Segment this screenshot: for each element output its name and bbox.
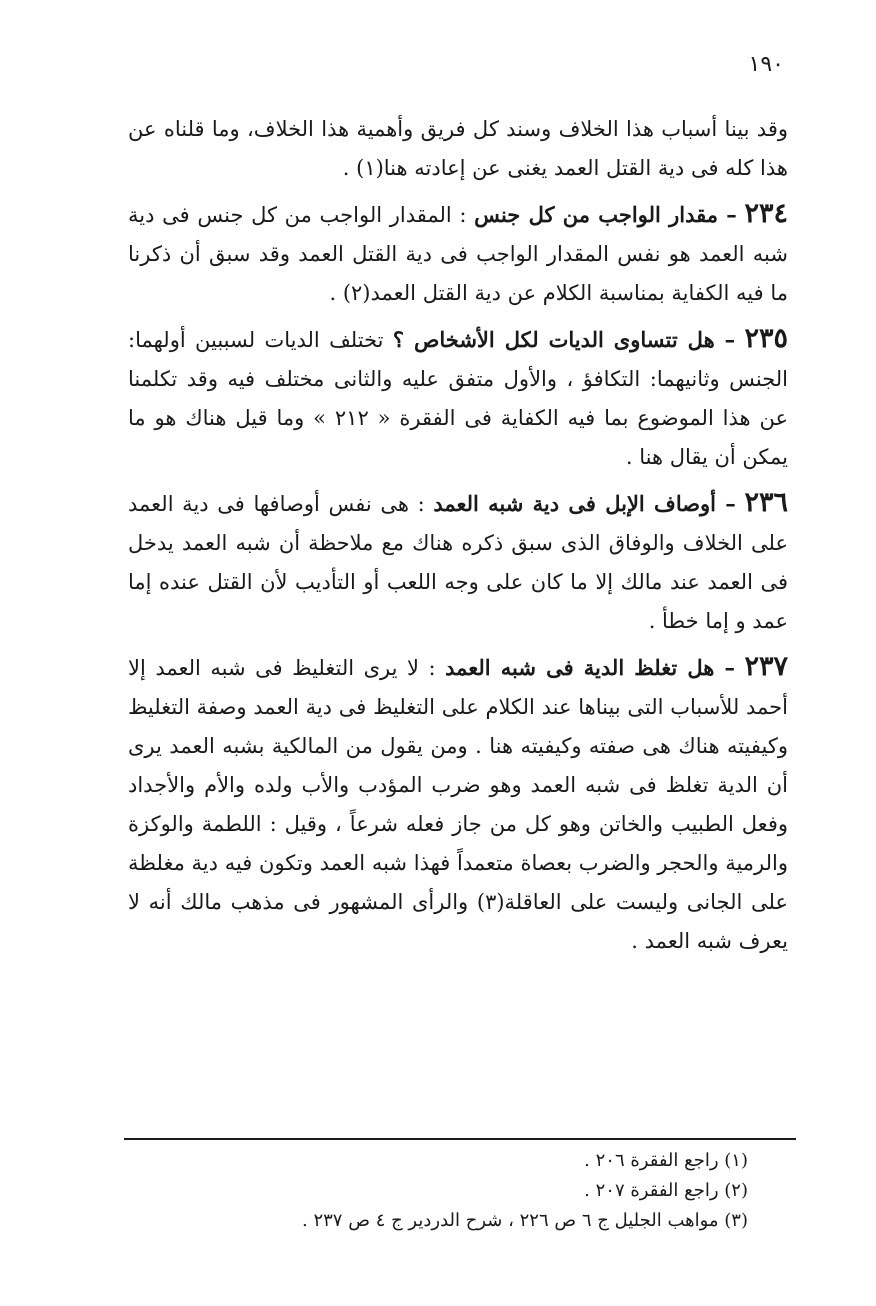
paragraph-text: : هى نفس أوصافها فى دية العمد على الخلاف والوفاق الذى سبق ذكره هناك مع ملاحظة أن شبه العمد يدخل فى العمد عند مالك إلا ما كان على وجه اللعب أو التأديب لأن القتل عنده إما عمد و إما خطأ . (128, 492, 788, 633)
footnote-2: (٢) راجع الفقرة ٢٠٧ . (584, 1180, 748, 1201)
footnotes (128, 1146, 748, 1236)
section-number: ٢٣٥ (744, 323, 788, 354)
paragraph-236 (128, 483, 788, 641)
paragraph-237 (128, 647, 788, 961)
section-number: ٢٣٤ (744, 198, 788, 229)
paragraph-234 (128, 194, 788, 313)
paragraph-text: وقد بينا أسباب هذا الخلاف وسند كل فريق وأهمية هذا الخلاف، وما قلناه عن هذا كله فى دية القتل العمد يغنى عن إعادته هنا(١) . (128, 117, 788, 180)
section-title: – أوصاف الإبل فى دية شبه العمد (433, 491, 736, 516)
paragraph-text: تختلف الديات لسببين أولهما: الجنس وثانيهما: التكافؤ ، والأول متفق عليه والثانى مختلف فيه وقد تكلمنا عن هذا الموضوع بما فيه الكفاية فى الفقرة « ٢١٢ » وما قيل هناك هو ما يمكن أن يقال هنا . (128, 328, 789, 469)
section-number: ٢٣٧ (744, 651, 789, 682)
section-title: – مقدار الواجب من كل جنس (474, 202, 737, 227)
section-number: ٢٣٦ (744, 487, 788, 518)
section-title: – هل تغلظ الدية فى شبه العمد (445, 655, 735, 680)
paragraph-text: : لا يرى التغليظ فى شبه العمد إلا أحمد للأسباب التى بيناها عند الكلام على التغليظ فى دية العمد وصفة التغليظ وكيفيته هناك هى صفته وكيفيته هنا . ومن يقول من المالكية بشبه العمد يرى أن الدية تغلظ فى شبه العمد وهو ضرب المؤدب والأب ولده والأم والأجداد وفعل الطبيب والخاتن وهو كل من جاز فعله شرعاً ، وقيل : اللطمة والوكزة والرمية والحجر والضرب بعصاة متعمداً فهذا شبه العمد وتكون فيه دية مغلظة على الجانى وليست على العاقلة(٣) والرأى المشهور فى مذهب مالك أنه لا يعرف شبه العمد . (128, 656, 788, 953)
footnote-1: (١) راجع الفقرة ٢٠٦ . (584, 1150, 748, 1171)
body-text (128, 110, 788, 967)
footnote-3: (٣) مواهب الجليل ج ٦ ص ٢٢٦ ، شرح الدردير ج ٤ ص ٢٣٧ . (302, 1210, 748, 1231)
footnote-divider (124, 1138, 796, 1140)
paragraph-text: : المقدار الواجب من كل جنس فى دية شبه العمد هو نفس المقدار الواجب فى دية القتل العمد وقد سبق أن ذكرنا ما فيه الكفاية بمناسبة الكلام عن دية القتل العمد(٢) . (128, 203, 788, 305)
paragraph-intro (128, 110, 788, 188)
section-title: – هل تتساوى الديات لكل الأشخاص ؟ (392, 327, 736, 352)
paragraph-235 (128, 319, 788, 477)
page-number: ١٩٠ (748, 52, 784, 77)
